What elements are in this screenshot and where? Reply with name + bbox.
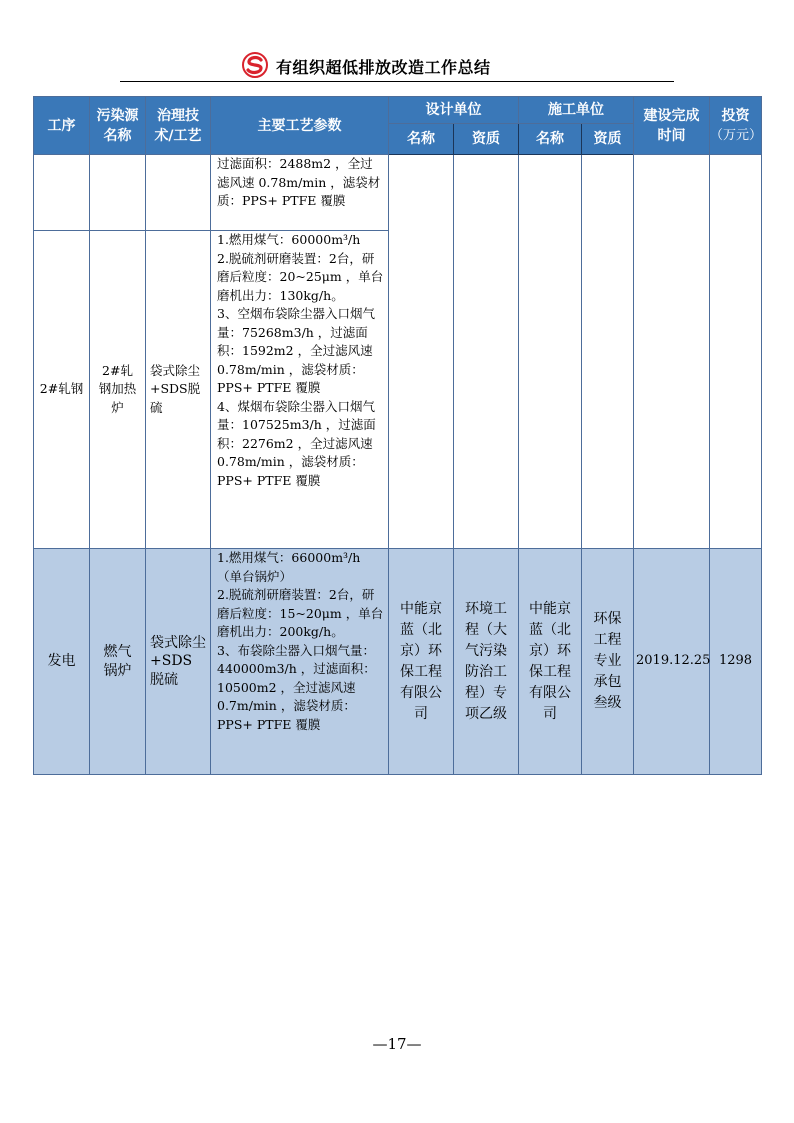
col-build-name: 名称 [519, 124, 582, 155]
cell-investment: 1298 [710, 549, 762, 775]
table-row [34, 549, 762, 775]
cell-investment [710, 155, 762, 549]
col-construction-unit: 施工单位 [519, 97, 634, 124]
col-source: 污染源名称 [90, 97, 146, 155]
table-row [34, 155, 762, 231]
col-investment: 投资 （万元） [710, 97, 762, 155]
col-process: 工序 [34, 97, 90, 155]
cell-process: 2#轧钢 [34, 231, 90, 549]
col-completion: 建设完成时间 [634, 97, 710, 155]
col-design-name: 名称 [389, 124, 454, 155]
col-params: 主要工艺参数 [211, 97, 389, 155]
document-title: 有组织超低排放改造工作总结 [276, 58, 491, 77]
cell-design-name [389, 155, 454, 549]
cell-design-name: 中能京蓝（北京）环保工程有限公司 [389, 549, 454, 775]
cell-tech: 袋式除尘+SDS脱硫 [146, 549, 211, 775]
col-tech: 治理技术/工艺 [146, 97, 211, 155]
cell-completion: 2019.12.25 [634, 549, 710, 775]
cell-build-name [519, 155, 582, 549]
cell-source [90, 155, 146, 231]
cell-build-qual: 环保工程专业承包叁级 [582, 549, 634, 775]
col-design-unit: 设计单位 [389, 97, 519, 124]
cell-completion [634, 155, 710, 549]
cell-process: 发电 [34, 549, 90, 775]
cell-design-qual [454, 155, 519, 549]
cell-build-qual [582, 155, 634, 549]
cell-build-name: 中能京蓝（北京）环保工程有限公司 [519, 549, 582, 775]
cell-params: 过滤面积：2488m2 ，全过滤风速 0.78m/min ，滤袋材质：PPS+ PTFE 覆膜 [211, 155, 389, 231]
page-number: —17— [372, 1035, 422, 1053]
cell-source: 2#轧钢加热炉 [90, 231, 146, 549]
header-divider [120, 81, 674, 82]
page-header [120, 50, 674, 82]
col-design-qual: 资质 [454, 124, 519, 155]
cell-tech: 袋式除尘+SDS脱硫 [146, 231, 211, 549]
cell-tech [146, 155, 211, 231]
col-build-qual: 资质 [582, 124, 634, 155]
company-logo-icon [242, 52, 268, 78]
project-table [33, 96, 762, 775]
cell-params: 1.燃用煤气：66000m³/h （单台锅炉） 2.脱硫剂研磨装置：2台，研磨后粒度：15~20μm ，单台磨机出力：200kg/h。 3、布袋除尘器入口烟气量：440000m3/h ，过滤面积：10500m2 ，全过滤风速 0.7m/min ，滤袋材质：PPS+ PTFE 覆膜 [211, 549, 389, 775]
cell-process [34, 155, 90, 231]
cell-design-qual: 环境工程（大气污染防治工程）专项乙级 [454, 549, 519, 775]
cell-source: 燃气锅炉 [90, 549, 146, 775]
cell-params: 1.燃用煤气：60000m³/h 2.脱硫剂研磨装置：2台，研磨后粒度：20~25μm ，单台磨机出力：130kg/h。 3、空烟布袋除尘器入口烟气量：75268m3/h ，过滤面积：1592m2 ，全过滤风速 0.78m/min ，滤袋材质：PPS+ PTFE 覆膜 4、煤烟布袋除尘器入口烟气量：107525m3/h ，过滤面积：2276m2 ，全过滤风速 0.78m/min ，滤袋材质：PPS+ PTFE 覆膜 [211, 231, 389, 549]
